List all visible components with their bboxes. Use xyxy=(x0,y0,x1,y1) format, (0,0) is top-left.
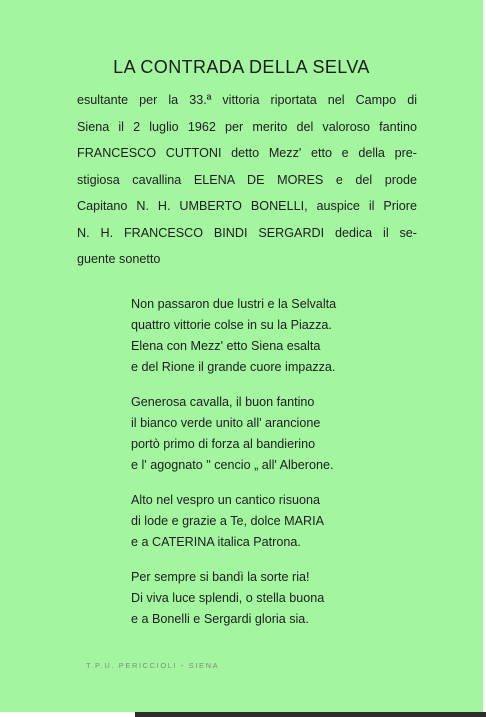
document-title: LA CONTRADA DELLA SELVA xyxy=(113,57,370,77)
verse-line: Non passaron due lustri e la Selvalta xyxy=(131,297,337,311)
verse-line: Di viva luce splendi, o stella buona xyxy=(131,591,325,605)
dedication-line: guente sonetto xyxy=(77,252,161,266)
verse-line: e a Bonelli e Sergardi gloria sia. xyxy=(131,612,309,626)
dedication-line: esultante per la 33.ª vittoria riportata nel Campo di xyxy=(77,93,417,107)
dedication-line: N. H. FRANCESCO BINDI SERGARDI dedica il se- xyxy=(77,225,417,240)
dedication-line: FRANCESCO CUTTONI detto Mezz' etto e della pre- xyxy=(77,146,417,160)
verse-line: portò primo di forza al bandierino xyxy=(131,437,316,451)
verse-line: e l' agognato " cencio „ all' Alberone. xyxy=(131,458,334,472)
sonnet-stanza xyxy=(131,567,336,630)
dedication-line: stigiosa cavallina ELENA DE MORES e del prode xyxy=(77,172,417,187)
verse-line: Generosa cavalla, il buon fantino xyxy=(131,395,315,409)
verse-line: il bianco verde unito all' arancione xyxy=(131,416,321,430)
dedication-paragraph xyxy=(77,87,417,273)
sonnet-stanza xyxy=(131,294,336,378)
sonnet-stanza xyxy=(131,490,336,553)
sonnet-stanza xyxy=(131,392,336,476)
verse-line: e del Rione il grande cuore impazza. xyxy=(131,360,336,374)
sonnet xyxy=(131,294,336,644)
verse-line: Per sempre si bandì la sorte ria! xyxy=(131,570,310,584)
printer-imprint: T.P.U. PERICCIOLI - SIENA xyxy=(86,661,220,670)
verse-line: e a CATERINA italica Patrona. xyxy=(131,535,301,549)
dedication-line: Siena il 2 luglio 1962 per merito del valoroso fantino xyxy=(77,119,417,134)
verse-line: Alto nel vespro un cantico risuona xyxy=(131,493,321,507)
verse-line: quattro vittorie colse in su la Piazza. xyxy=(131,318,332,332)
dedication-line: Capitano N. H. UMBERTO BONELLI, auspice il Priore xyxy=(77,199,417,213)
verse-line: Elena con Mezz' etto Siena esalta xyxy=(131,339,321,353)
scan-shadow-edge xyxy=(135,712,486,717)
verse-line: di lode e grazie a Te, dolce MARIA xyxy=(131,514,324,528)
